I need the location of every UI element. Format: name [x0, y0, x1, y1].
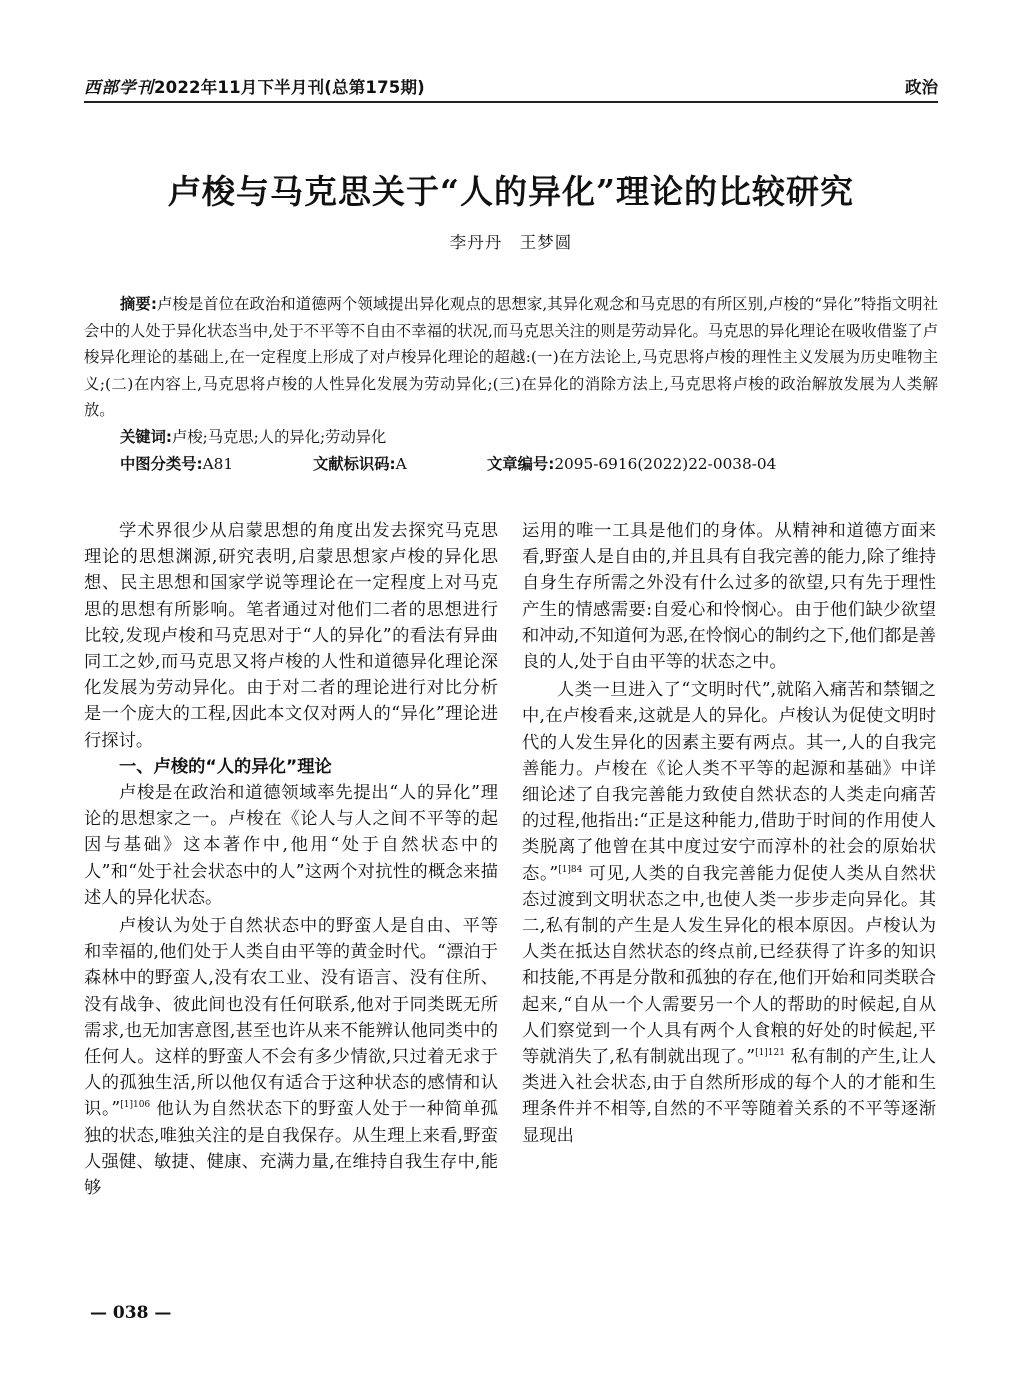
clc-code: 中图分类号:A81: [120, 454, 234, 473]
page-number: — 038 —: [90, 1303, 172, 1323]
body-paragraph: 学术界很少从启蒙思想的角度出发去探究马克思理论的思想渊源,研究表明,启蒙思想家卢梭的异化思想、民主思想和国家学说等理论在一定程度上对马克思的思想有所影响。笔者通过对他们二者的思想进行比较,发现卢梭和马克思对于“人的异化”的看法有异曲同工之妙,而马克思又将卢梭的人性和道德异化理论深化发展为劳动异化。由于对二者的理论进行对比分析是一个庞大的工程,因此本文仅对两人的“异化”理论进行探讨。: [84, 521, 498, 751]
abstract-label: 摘要:: [120, 295, 157, 313]
abstract-text: 卢梭是首位在政治和道德两个领域提出异化观点的思想家,其异化观念和马克思的有所区别,卢梭的“异化”特指文明社会中的人处于异化状态当中,处于不平等不自由不幸福的状况,而马克思关注的则是劳动异化。马克思的异化理论在吸收借鉴了卢梭异化理论的基础上,在一定程度上形成了对卢梭异化理论的超越:(一)在方法论上,马克思将卢梭的理性主义发展为历史唯物主义;(二)在内容上,马克思将卢梭的人性异化发展为劳动异化;(三)在异化的消除方法上,马克思将卢梭的政治解放发展为人类解放。: [84, 295, 938, 420]
keywords-text: 卢梭;马克思;人的异化;劳动异化: [172, 427, 387, 446]
abstract: [84, 291, 938, 424]
keywords-label: 关键词:: [120, 427, 173, 446]
section-heading: 一、卢梭的“人的异化”理论: [119, 756, 332, 777]
journal-name: 西部学刊: [84, 78, 154, 97]
keywords: [84, 424, 938, 451]
right-column: [522, 518, 936, 1149]
citation: [1]84: [558, 864, 583, 875]
citation: [1]121: [755, 1048, 785, 1059]
citation: [1]106: [120, 1100, 151, 1111]
running-header: [84, 70, 938, 104]
section-label: 政治: [905, 78, 938, 97]
issue-info: 2022年11月下半月刊(总第175期): [154, 78, 425, 97]
body-paragraph: 人类一旦进入了“文明时代”,就陷入痛苦和禁锢之中,在卢梭看来,这就是人的异化。卢梭认为促使文明时代的人发生异化的因素主要有两点。其一,人的自我完善能力。卢梭在《论人类不平等的起源和基础》中详细论述了自我完善能力致使自然状态的人类走向痛苦的过程,他指出:“正是这种能力,借助于时间的作用使人类脱离了他曾在其中度过安宁而淳朴的社会的原始状态。”$^{[1]84}$ 可见,人类的自我完善能力促使人类从自然状态过渡到文明状态之中,也使人类一步步走向异化。其二,私有制的产生是人发生异化的根本原因。卢梭认为人类在抵达自然状态的终点前,已经获得了许多的知识和技能,不再是分散和孤独的存在,他们开始和同类联合起来,“自从一个人需要另一个人的帮助的时候起,自从人们察觉到一个人具有两个人食粮的好处的时候起,平等就消失了,私有制就出现了。”$^{[1]121}$ 私有制的产生,让人类进入社会状态,由于自然所形成的每个人的才能和生理条件并不相等,自然的不平等随着关系的不平等逐渐显现出: [522, 680, 936, 1146]
doc-code: 文献标识码:A: [313, 454, 407, 473]
article-number: 文章编号:2095-6916(2022)22-0038-04: [487, 454, 777, 473]
authors: 李丹丹 王梦圆: [449, 233, 573, 252]
journal-issue: [84, 74, 425, 98]
abstract-block: [84, 291, 938, 477]
body-paragraph: 卢梭是在政治和道德领域率先提出“人的异化”理论的思想家之一。卢梭在《论人与人之间不平等的起因与基础》这本著作中,他用“处于自然状态中的人”和“处于社会状态中的人”这两个对抗性的概念来描述人的异化状态。: [84, 783, 498, 908]
left-column: [84, 518, 498, 1201]
header-rule: [84, 101, 938, 103]
body-paragraph: 卢梭认为处于自然状态中的野蛮人是自由、平等和幸福的,他们处于人类自由平等的黄金时代。“漂泊于森林中的野蛮人,没有农工业、没有语言、没有住所、没有战争、彼此间也没有任何联系,他对于同类既无所需求,也无加害意图,甚至也许从来不能辨认他同类中的任何人。这样的野蛮人不会有多少情欲,只过着无求于人的孤独生活,所以他仅有适合于这种状态的感情和认识。”$^{[1]106}$ 他认为自然状态下的野蛮人处于一种简单孤独的状态,唯独关注的是自我保存。从生理上来看,野蛮人强健、敏捷、健康、充满力量,在维持自我生存中,能够: [84, 916, 498, 1199]
paper-title: 卢梭与马克思关于“人的异化”理论的比较研究: [168, 172, 854, 211]
classification-line: [84, 451, 938, 478]
body-paragraph: 运用的唯一工具是他们的身体。从精神和道德方面来看,野蛮人是自由的,并且具有自我完善的能力,除了维持自身生存所需之外没有什么过多的欲望,只有先于理性产生的情感需要:自爱心和怜悯心。由于他们缺少欲望和冲动,不知道何为恶,在怜悯心的制约之下,他们都是善良的人,处于自由平等的状态之中。: [522, 521, 936, 673]
